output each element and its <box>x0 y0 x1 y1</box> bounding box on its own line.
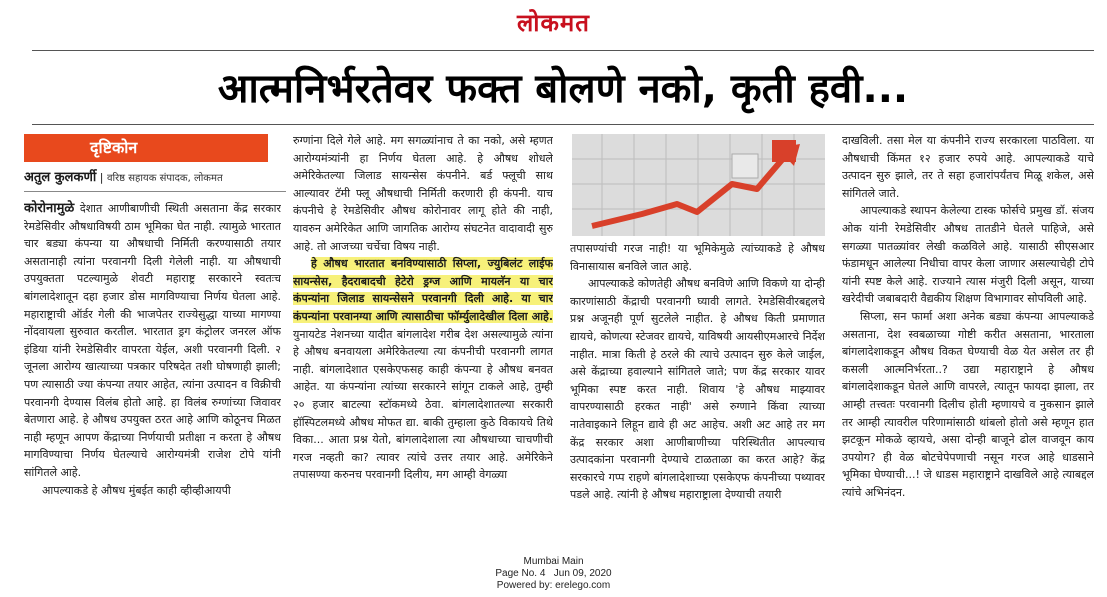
paragraph <box>293 255 553 484</box>
puzzle-arrow-image <box>572 134 825 236</box>
author-name: अतुल कुलकर्णी <box>24 170 97 185</box>
headline-divider <box>32 124 1094 125</box>
byline-divider <box>24 191 286 192</box>
paragraph: आपल्याकडे स्थापन केलेल्या टास्क फोर्सचे प्रमुख डॉ. संजय ओक यांनी रेमडेसिवीर औषध तातडीने घेतले पाहिजे, असे सगळ्या पातळ्यांवर लेखी कळविले आहे. यासाठी सीएसआर फंडामधून आलेल्या निधीचा वापर केला जाणार असल्याचेही टोपे यांनी स्पष्ट केले आहे. राज्याने त्यास मंजुरी दिली असून, याच्या खरेदीची जबाबदारी वैद्यकीय शिक्षण विभागावर सोपविली आहे. <box>842 204 1094 306</box>
paragraph: सिप्ला, सन फार्मा अशा अनेक बड्या कंपन्या आपल्याकडे असताना, देश स्वबळाच्या गोष्टी करीत असताना, भारताला बांगलादेशाकडून औषध विकत घेण्याची वेळ येत असेल तर ही कसली आत्मनिर्भरता..? उद्या महाराष्ट्राने हे औषध बांगलादेशाकडून घेतले आणि वापरले, त्यातून फायदा झाला, तर आम्ही तत्त्वतः परवानगी दिलीच होती म्हणायचे व नुकसान झाले तर आम्ही त्यावरील परिणामांसाठी थांबलो होतो असे म्हणून हात झटकून मोकळे व्हायचे, असा दोन्ही बाजूने ढोल वाजवून काय उपयोग? ही वेळ बोटचेपेपणाची नसून गरज आहे धाडसाने भूमिका घेण्याची...! जे धाडस महाराष्ट्राने दाखविले आहे त्याबद्दल त्यांचे अभिनंदन. <box>842 309 1094 499</box>
article-column-2 <box>293 132 553 552</box>
paragraph: आपल्याकडे कोणतेही औषध बनविणे आणि विकणे या दोन्ही कारणांसाठी केंद्राची परवानगी घ्यावी लागते. रेमडेसिवीरबद्दलचे प्रश्न अजूनही पूर्ण सुटलेले नाहीत. हे औषध किती प्रमाणात द्यायचे, कोणत्या स्टेजवर द्यायचे, याविषयी आयसीएमआरचे निर्देश नाहीत. मात्रा किती हे ठरले की त्याचे उत्पादन सुरु केले जाईल, असे केंद्राच्या हवाल्याने सांगितले जाते; पण केंद्र सरकार यावर भूमिका स्पष्ट करत नाही. शिवाय 'हे औषध माझ्यावर वापरण्यासाठी हरकत नाही' असे रुग्णाने किंवा त्याच्या नातेवाइकाने लिहून द्यावे ही अट आहेच. अशी अट आहे तर मग केंद्र सरकार अशा आणीबाणीच्या परिस्थितीत आपल्याच उत्पादकांना परवानगी देण्याचे टाळताळा का करत आहे? केंद्र सरकारचे गप्प राहणे बांगलादेशाच्या एसकेएफ कंपनीच्या पथ्यावर पडले आहे. त्यांनी हे औषध महाराष्ट्राला देण्याची तयारी <box>570 277 825 502</box>
headline: आत्मनिर्भरतेवर फक्त बोलणे नको, कृती हवी... <box>217 66 909 112</box>
article-photo <box>572 134 825 236</box>
author-title: वरिष्ठ सहायक संपादक, लोकमत <box>106 173 223 184</box>
page-date: Jun 09, 2020 <box>553 568 612 579</box>
paragraph: आपल्याकडे हे औषध मुंबईत काही व्हीव्हीआयपी <box>42 483 231 497</box>
edition-name: Mumbai Main <box>523 556 584 567</box>
byline-separator: | <box>99 171 107 184</box>
highlighted-text: हे औषध भारतात बनविण्यासाठी सिप्ला, ज्युबिलंट लाईफ सायन्सेस, हैदराबादची हेटेरो ड्रग्ज आणि मायलॅन या चार कंपन्यांना जिलाड सायन्सेसने परवानगी दिली आहे. या चार कंपन्यांना परवानग्या आणि त्यासाठीचा फॉर्म्युलादेखील दिला आहे. <box>293 257 553 323</box>
paragraph-text: देशात आणीबाणीची स्थिती असताना केंद्र सरकार रेमडेसिवीर औषधाविषयी ठाम भूमिका घेत नाही. त्यामुळे भारतात चार बड्या कंपन्या या औषधाची निर्मिती करण्यासाठी तयार असतानाही त्यांना परवानगी दिली गेलेली नाही. या औषधाची उपयुक्तता पटल्यामुळे शेवटी महाराष्ट्र सरकारने स्वतःच बांगलादेशातून दहा हजार डोस मागविण्याचा निर्णय घेतला आहे. महाराष्ट्राची ऑर्डर गेली की भाजपेतर राज्येसुद्धा याच्या मागण्या नोंदवायला सुरुवात करतील. भारतात ड्रग कंट्रोलर जनरल ऑफ इंडिया यांनी रेमडेसिवीर वापरता येईल, अशी परवानगी दिली. २ जूनला आरोग्य खात्याच्या पत्रकार परिषदेत तशी घोषणाही झाली; पण त्यासाठी ज्या कंपन्या तयार आहेत, त्यांना उत्पादन व विक्रीची परवानगी देण्यास विलंब होतो आहे. हा विलंब रुग्णांच्या जिवावर बेतणारा आहे. हे औषध उपयुक्त ठरत आहे आणि कोठूनच मिळत नाही म्हणून आपण केंद्राच्या निर्णयाची प्रतीक्षा न करता हे औषध मागविण्याचा निर्णय घेतल्याचे आरोग्यमंत्री राजेश टोपे यांनी सांगितले आहे. <box>24 202 281 479</box>
article-column-4 <box>842 132 1094 552</box>
paragraph-text: युनायटेड नेशनच्या यादीत बांगलादेश गरीब देश असल्यामुळे त्यांना हे औषध बनवायला अमेरिकेतल्या त्या कंपनीची परवानगी लागत नाही. बांगलादेशात एसकेएफसह काही कंपन्या हे औषध बनवत आहेत. या कंपन्यांना त्यांच्या सरकारने सांगून टाकले आहे, तुम्ही २० हजार बाटल्या स्टॉकमध्ये ठेवा. बांगलादेशातल्या सरकारी हॉस्पिटलमध्ये औषध मोफत द्या. बाकी तुम्हाला कुठे विकायचे तिथे विका... आता प्रश्न येतो, बांगलादेशाला त्या औषधाच्या चाचणीची गरज नव्हती का? त्यावर त्यांचे उत्तर तयार आहे. अमेरिकेने तपासण्या करुनच परवानगी दिलीय, मग आम्ही वेगळ्या <box>293 327 553 482</box>
page-footer <box>0 556 1107 592</box>
section-label: दृष्टिकोन <box>24 134 268 162</box>
top-divider <box>32 50 1094 51</box>
lead-word: कोरोनामुळे <box>24 201 75 216</box>
masthead-logo: लोकमत <box>517 8 590 37</box>
article-column-1 <box>24 200 281 550</box>
paragraph: रुग्णांना दिले गेले आहे. मग सगळ्यांनाच ते का नको, असे म्हणत आरोग्यमंत्र्यांनी हा निर्णय घेतला आहे. हे औषध शोधले अमेरिकेतल्या जिलाड सायन्सेस कंपनीने. बर्ड फ्लूची साथ आल्यावर टॅमी फ्लू औषधाची निर्मिती करणारी ही कंपनी. याच कंपनीचे हे रेमडेसिवीर औषध कोरोनावर लागू होते की नाही, यावरुन अमेरिकेत आणि जागतिक आरोग्य संघटनेत वादावादी सुरु आहे. तो आजच्या चर्चेचा विषय नाही. <box>293 134 553 253</box>
article-column-3 <box>570 240 825 552</box>
page-number: Page No. 4 <box>495 568 546 579</box>
page-info <box>0 568 1107 580</box>
paragraph: तपासण्यांची गरज नाही! या भूमिकेमुळे त्यांच्याकडे हे औषध विनासायास बनविले जात आहे. <box>570 242 825 273</box>
paragraph: दाखविली. तसा मेल या कंपनीने राज्य सरकारला पाठविला. या औषधाची किंमत १२ हजार रुपये आहे. आपल्याकडे याचे उत्पादन सुरु झाले, तर ते सहा हजारांपर्यंतच मिळू शकेल, असे सांगितले जाते. <box>842 134 1094 200</box>
paragraph <box>24 200 281 482</box>
powered-by: Powered by: erelego.com <box>496 580 611 591</box>
byline <box>24 170 286 187</box>
